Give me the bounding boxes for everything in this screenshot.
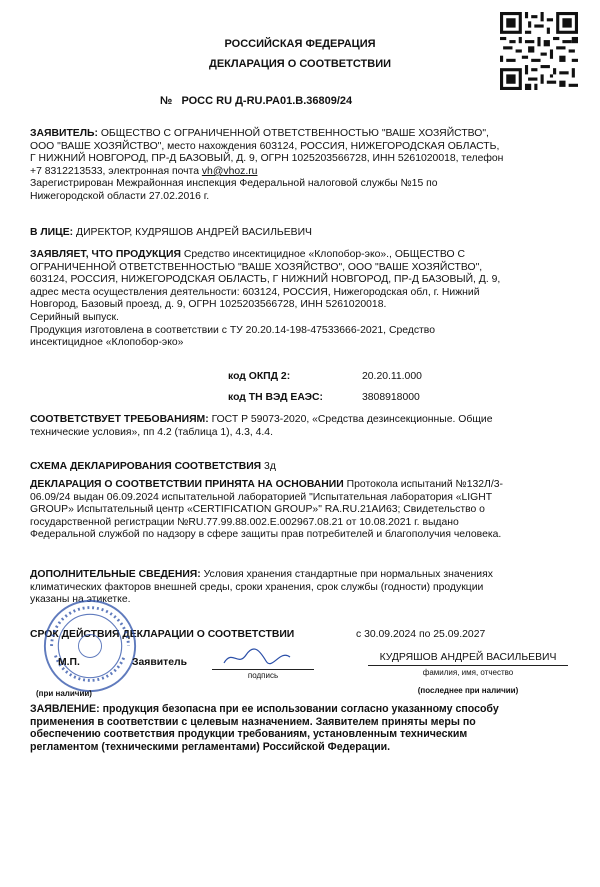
number-sign: №: [160, 95, 173, 107]
applicant-sign-label: Заявитель: [132, 657, 187, 668]
if-any-left: (при наличии): [36, 689, 92, 698]
requirements-block: [30, 414, 580, 439]
email-link[interactable]: vh@vhoz.ru: [201, 165, 258, 177]
scheme-value: 3д: [264, 461, 276, 472]
additional-line: указаны на этикетке.: [30, 594, 131, 606]
declaration-number: [160, 95, 352, 108]
basis-label: ДЕКЛАРАЦИЯ О СООТВЕТСТВИИ ПРИНЯТА НА ОСНОВАНИИ: [30, 479, 344, 490]
statement-block: [30, 703, 590, 753]
basis-line: Протокола испытаний №132Л/3-: [346, 479, 503, 490]
signer-name: КУДРЯШОВ АНДРЕЙ ВАСИЛЬЕВИЧ: [379, 652, 557, 663]
signature-caption: подпись: [247, 671, 279, 680]
additional-label: ДОПОЛНИТЕЛЬНЫЕ СВЕДЕНИЯ:: [30, 569, 201, 580]
validity-value: с 30.09.2024 по 25.09.2027: [356, 629, 486, 640]
requirements-line: технические условия», пп 4.2 (таблица 1), 4.3, 4.4.: [30, 426, 273, 438]
person-row: [30, 227, 580, 240]
okpd-label: код ОКПД 2:: [228, 371, 291, 382]
tnved-value: 3808918000: [362, 392, 420, 403]
validity-label: СРОК ДЕЙСТВИЯ ДЕКЛАРАЦИИ О СООТВЕТСТВИИ: [30, 629, 295, 640]
basis-line: Федеральной службой по надзору в сфере защиты прав потребителей и благополучия человека.: [30, 529, 502, 541]
scheme-label: СХЕМА ДЕКЛАРИРОВАНИЯ СООТВЕТСТВИЯ: [30, 461, 262, 472]
applicant-line: +7 8312213533, электронная почта: [30, 165, 202, 177]
applicant-label: ЗАЯВИТЕЛЬ:: [30, 128, 98, 139]
requirements-label: СООТВЕТСТВУЕТ ТРЕБОВАНИЯМ:: [30, 414, 209, 425]
requirements-line: ГОСТ Р 59073-2020, «Средства дезинсекционные. Общие: [211, 414, 493, 425]
additional-line: Условия хранения стандартные при нормальных значениях: [203, 569, 493, 580]
if-any-right: (последнее при наличии): [417, 686, 519, 695]
seal-place-label: М.П.: [58, 657, 80, 668]
product-block: [30, 249, 580, 350]
applicant-line: Нижегородской области 27.02.2016 г.: [30, 190, 210, 202]
applicant-line: ОБЩЕСТВО С ОГРАНИЧЕННОЙ ОТВЕТСТВЕННОСТЬЮ "ВАШЕ ХОЗЯЙСТВО",: [100, 128, 489, 139]
number-value: РОСС RU Д-RU.PA01.B.36809/24: [181, 95, 353, 107]
product-line: Серийный выпуск.: [30, 311, 119, 323]
statement-line: ЗАЯВЛЕНИЕ: продукция безопасна при ее использовании согласно указанному способу: [30, 703, 499, 715]
statement-line: применения в соответствии с целевым назначением. Заявителем приняты меры по: [30, 715, 476, 728]
product-line: Продукция изготовлена в соответствии с ТУ 20.20.14-198-47533666-2021, Средство: [30, 324, 435, 336]
basis-line: 06.09/24 выдан 06.09.2024 испытательной лабораторией "Испытательная лаборатория «LIGHT: [30, 491, 493, 503]
qr-code: [500, 12, 578, 90]
product-line: адрес места осуществления деятельности: 603124, РОССИЯ, Нижегородская обл, г. Нижний: [30, 286, 480, 298]
product-line: 603124, РОССИЯ, НИЖЕГОРОДСКАЯ ОБЛАСТЬ, Г НИЖНИЙ НОВГОРОД, ПР-Д БАЗОВЫЙ, Д. 9,: [30, 274, 501, 286]
applicant-line: Г НИЖНИЙ НОВГОРОД, ПР-Д БАЗОВЫЙ, Д. 9, ОГРН 1025203566728, ИНН 5261020018, телефон: [30, 153, 504, 165]
product-line: Средство инсектицидное «Клопобор-эко»., ОБЩЕСТВО С: [183, 249, 465, 260]
declares-label: ЗАЯВЛЯЕТ, ЧТО ПРОДУКЦИЯ: [30, 249, 181, 260]
name-line: [368, 665, 568, 666]
person-label: В ЛИЦЕ:: [30, 227, 74, 238]
basis-line: GROUP» Испытательный центр «CERTIFICATION GROUP»" RA.RU.21АИ63; Свидетельство о: [30, 504, 485, 516]
basis-line: государственной регистрации №RU.77.99.88.002.Е.002967.08.21 от 10.08.2021 г. выдано: [30, 516, 459, 528]
applicant-line: ООО "ВАШЕ ХОЗЯЙСТВО", место нахождения 603124, РОССИЯ, НИЖЕГОРОДСКАЯ ОБЛАСТЬ,: [30, 140, 500, 152]
name-caption: фамилия, имя, отчество: [422, 668, 514, 677]
applicant-line: Зарегистрирован Межрайонная инспекция Федеральной налоговой службы №15 по: [30, 178, 438, 190]
applicant-block: [30, 128, 580, 204]
handwritten-signature: [222, 645, 292, 669]
country-heading: РОССИЙСКАЯ ФЕДЕРАЦИЯ: [224, 38, 376, 50]
signature-line: [212, 669, 314, 670]
product-line: ОГРАНИЧЕННОЙ ОТВЕТСТВЕННОСТЬЮ "ВАШЕ ХОЗЯЙСТВО", ООО "ВАШЕ ХОЗЯЙСТВО",: [30, 261, 483, 273]
basis-block: [30, 479, 585, 542]
scheme-row: [30, 461, 580, 474]
statement-line: обеспечению соответствия продукции требованиям, установленным техническим: [30, 728, 468, 741]
product-line: Новгород, Базовый проезд, д. 9, ОГРН 1025203566728, ИНН 5261020018.: [30, 299, 387, 311]
document-title: ДЕКЛАРАЦИЯ О СООТВЕТСТВИИ: [208, 58, 392, 70]
tnved-label: код ТН ВЭД ЕАЭС:: [228, 392, 323, 403]
person-value: ДИРЕКТОР, КУДРЯШОВ АНДРЕЙ ВАСИЛЬЕВИЧ: [76, 227, 312, 238]
additional-line: климатических факторов внешней среды, сроки хранения, срок службы (годности) продукции: [30, 581, 484, 593]
seal-stamp: [42, 598, 138, 694]
product-line: инсектицидное «Клопобор-эко»: [30, 337, 184, 349]
statement-line: регламентом (техническими регламентами) Российской Федерации.: [30, 740, 391, 753]
okpd-value: 20.20.11.000: [362, 371, 422, 382]
